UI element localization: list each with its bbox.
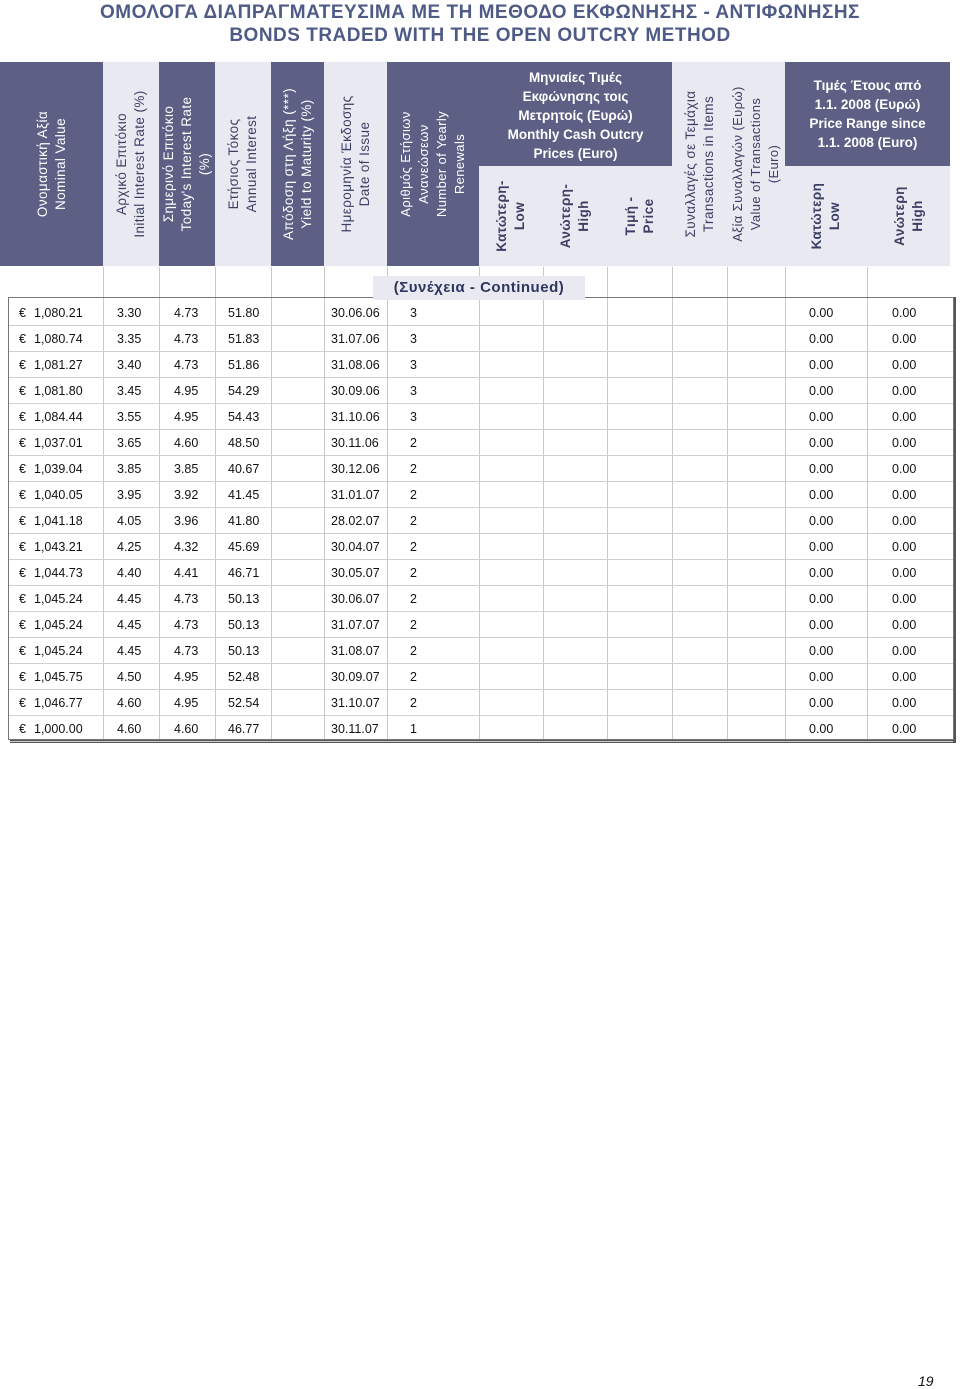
renewals-cell: 2 bbox=[410, 436, 417, 450]
nominal-value-cell: 1,000.00 bbox=[34, 722, 83, 736]
todays-rate-cell: 4.73 bbox=[174, 332, 199, 346]
currency-symbol: € bbox=[19, 566, 26, 580]
table-row bbox=[9, 508, 953, 534]
annual-interest-cell: 46.71 bbox=[228, 566, 260, 580]
nominal-value-cell: 1,037.01 bbox=[34, 436, 83, 450]
header-transactions: Συναλλαγές σε Τεμάχια Transactions in Items bbox=[672, 62, 727, 266]
issue-date-cell: 31.08.06 bbox=[331, 358, 380, 372]
issue-date-cell: 31.07.06 bbox=[331, 332, 380, 346]
initial-rate-cell: 3.35 bbox=[117, 332, 142, 346]
initial-rate-cell: 4.45 bbox=[117, 644, 142, 658]
year-low-cell: 0.00 bbox=[809, 358, 834, 372]
table-row bbox=[9, 560, 953, 586]
renewals-cell: 2 bbox=[410, 644, 417, 658]
issue-date-cell: 31.10.06 bbox=[331, 410, 380, 424]
initial-rate-cell: 4.40 bbox=[117, 566, 142, 580]
year-high-cell: 0.00 bbox=[892, 332, 917, 346]
year-high-cell: 0.00 bbox=[892, 306, 917, 320]
initial-rate-cell: 4.45 bbox=[117, 592, 142, 606]
year-high-cell: 0.00 bbox=[892, 514, 917, 528]
header-yield-to-maturity: Απόδοση στη Λήξη (***) Yield to Maturity (%) bbox=[271, 62, 324, 266]
todays-rate-cell: 4.73 bbox=[174, 644, 199, 658]
todays-rate-cell: 4.60 bbox=[174, 722, 199, 736]
year-low-cell: 0.00 bbox=[809, 410, 834, 424]
renewals-cell: 2 bbox=[410, 670, 417, 684]
annual-interest-cell: 41.80 bbox=[228, 514, 260, 528]
initial-rate-cell: 4.05 bbox=[117, 514, 142, 528]
table-shadow bbox=[954, 297, 956, 743]
year-high-cell: 0.00 bbox=[892, 410, 917, 424]
initial-rate-cell: 4.60 bbox=[117, 696, 142, 710]
renewals-cell: 2 bbox=[410, 488, 417, 502]
header-year-range-group: Τιμές Έτους από 1.1. 2008 (Ευρώ) Price Range since 1.1. 2008 (Euro) bbox=[785, 62, 950, 166]
nominal-value-cell: 1,081.27 bbox=[34, 358, 83, 372]
nominal-value-cell: 1,043.21 bbox=[34, 540, 83, 554]
issue-date-cell: 31.08.07 bbox=[331, 644, 380, 658]
year-high-cell: 0.00 bbox=[892, 618, 917, 632]
renewals-cell: 2 bbox=[410, 696, 417, 710]
renewals-cell: 2 bbox=[410, 566, 417, 580]
currency-symbol: € bbox=[19, 540, 26, 554]
header-monthly-low: Κατώτερη- Low bbox=[479, 166, 543, 266]
todays-rate-cell: 4.73 bbox=[174, 306, 199, 320]
table-row bbox=[9, 664, 953, 690]
continued-label: (Συνέχεια - Continued) bbox=[373, 276, 585, 300]
table-row bbox=[9, 300, 953, 326]
issue-date-cell: 31.07.07 bbox=[331, 618, 380, 632]
todays-rate-cell: 4.73 bbox=[174, 358, 199, 372]
year-low-cell: 0.00 bbox=[809, 644, 834, 658]
header-transaction-value: Αξία Συναλλαγών (Ευρώ) Value of Transactions (Euro) bbox=[727, 62, 785, 266]
header-yearly-renewals: Αριθμός Ετήσιων Ανανεώσεων Number of Yearly Renewals bbox=[387, 62, 479, 266]
issue-date-cell: 30.04.07 bbox=[331, 540, 380, 554]
header-price: Τιμή - Price bbox=[607, 166, 672, 266]
initial-rate-cell: 3.45 bbox=[117, 384, 142, 398]
nominal-value-cell: 1,081.80 bbox=[34, 384, 83, 398]
nominal-value-cell: 1,039.04 bbox=[34, 462, 83, 476]
renewals-cell: 3 bbox=[410, 410, 417, 424]
year-low-cell: 0.00 bbox=[809, 462, 834, 476]
header-todays-rate: Σημερινό Επιτόκιο Today's Interest Rate (%) bbox=[159, 62, 215, 266]
table-row bbox=[9, 638, 953, 664]
nominal-value-cell: 1,045.24 bbox=[34, 618, 83, 632]
year-high-cell: 0.00 bbox=[892, 488, 917, 502]
currency-symbol: € bbox=[19, 696, 26, 710]
table-row bbox=[9, 352, 953, 378]
year-high-cell: 0.00 bbox=[892, 644, 917, 658]
todays-rate-cell: 4.60 bbox=[174, 436, 199, 450]
year-low-cell: 0.00 bbox=[809, 540, 834, 554]
annual-interest-cell: 51.83 bbox=[228, 332, 260, 346]
year-high-cell: 0.00 bbox=[892, 462, 917, 476]
nominal-value-cell: 1,046.77 bbox=[34, 696, 83, 710]
nominal-value-cell: 1,084.44 bbox=[34, 410, 83, 424]
year-low-cell: 0.00 bbox=[809, 670, 834, 684]
todays-rate-cell: 4.73 bbox=[174, 618, 199, 632]
renewals-cell: 2 bbox=[410, 592, 417, 606]
annual-interest-cell: 54.43 bbox=[228, 410, 260, 424]
year-low-cell: 0.00 bbox=[809, 384, 834, 398]
currency-symbol: € bbox=[19, 436, 26, 450]
issue-date-cell: 30.06.06 bbox=[331, 306, 380, 320]
annual-interest-cell: 50.13 bbox=[228, 592, 260, 606]
todays-rate-cell: 4.32 bbox=[174, 540, 199, 554]
currency-symbol: € bbox=[19, 410, 26, 424]
year-high-cell: 0.00 bbox=[892, 384, 917, 398]
issue-date-cell: 31.10.07 bbox=[331, 696, 380, 710]
year-low-cell: 0.00 bbox=[809, 722, 834, 736]
todays-rate-cell: 3.96 bbox=[174, 514, 199, 528]
annual-interest-cell: 51.80 bbox=[228, 306, 260, 320]
table-row bbox=[9, 430, 953, 456]
todays-rate-cell: 4.41 bbox=[174, 566, 199, 580]
nominal-value-cell: 1,041.18 bbox=[34, 514, 83, 528]
table-row bbox=[9, 404, 953, 430]
table-row bbox=[9, 456, 953, 482]
initial-rate-cell: 3.30 bbox=[117, 306, 142, 320]
issue-date-cell: 30.06.07 bbox=[331, 592, 380, 606]
renewals-cell: 3 bbox=[410, 332, 417, 346]
todays-rate-cell: 3.85 bbox=[174, 462, 199, 476]
todays-rate-cell: 4.95 bbox=[174, 384, 199, 398]
currency-symbol: € bbox=[19, 306, 26, 320]
issue-date-cell: 30.09.06 bbox=[331, 384, 380, 398]
renewals-cell: 1 bbox=[410, 722, 417, 736]
renewals-cell: 2 bbox=[410, 514, 417, 528]
todays-rate-cell: 3.92 bbox=[174, 488, 199, 502]
year-low-cell: 0.00 bbox=[809, 566, 834, 580]
table-row bbox=[9, 586, 953, 612]
nominal-value-cell: 1,040.05 bbox=[34, 488, 83, 502]
header-date-of-issue: Ημερομηνία Έκδοσης Date of Issue bbox=[324, 62, 387, 266]
nominal-value-cell: 1,080.74 bbox=[34, 332, 83, 346]
nominal-value-cell: 1,045.24 bbox=[34, 592, 83, 606]
annual-interest-cell: 40.67 bbox=[228, 462, 260, 476]
header-year-low: Κατώτερη Low bbox=[785, 166, 867, 266]
annual-interest-cell: 50.13 bbox=[228, 644, 260, 658]
table-row bbox=[9, 534, 953, 560]
year-low-cell: 0.00 bbox=[809, 332, 834, 346]
todays-rate-cell: 4.95 bbox=[174, 670, 199, 684]
currency-symbol: € bbox=[19, 618, 26, 632]
page-title-greek: ΟΜΟΛΟΓΑ ΔΙΑΠΡΑΓΜΑΤΕΥΣΙΜΑ ΜΕ ΤΗ ΜΕΘΟΔΟ ΕΚΦΩΝΗΣΗΣ - ΑΝΤΙΦΩΝΗΣΗΣ bbox=[100, 2, 860, 23]
annual-interest-cell: 48.50 bbox=[228, 436, 260, 450]
header-year-high: Ανώτερη High bbox=[867, 166, 950, 266]
currency-symbol: € bbox=[19, 462, 26, 476]
renewals-cell: 2 bbox=[410, 462, 417, 476]
todays-rate-cell: 4.95 bbox=[174, 696, 199, 710]
header-annual-interest: Ετήσιος Τόκος Annual Interest bbox=[215, 62, 271, 266]
year-low-cell: 0.00 bbox=[809, 488, 834, 502]
year-low-cell: 0.00 bbox=[809, 436, 834, 450]
issue-date-cell: 30.12.06 bbox=[331, 462, 380, 476]
annual-interest-cell: 51.86 bbox=[228, 358, 260, 372]
renewals-cell: 3 bbox=[410, 358, 417, 372]
issue-date-cell: 28.02.07 bbox=[331, 514, 380, 528]
year-low-cell: 0.00 bbox=[809, 514, 834, 528]
issue-date-cell: 30.05.07 bbox=[331, 566, 380, 580]
initial-rate-cell: 3.40 bbox=[117, 358, 142, 372]
table-row bbox=[9, 690, 953, 716]
year-high-cell: 0.00 bbox=[892, 566, 917, 580]
todays-rate-cell: 4.73 bbox=[174, 592, 199, 606]
year-high-cell: 0.00 bbox=[892, 540, 917, 554]
nominal-value-cell: 1,044.73 bbox=[34, 566, 83, 580]
year-high-cell: 0.00 bbox=[892, 696, 917, 710]
page-number: 19 bbox=[918, 1373, 934, 1389]
currency-symbol: € bbox=[19, 514, 26, 528]
annual-interest-cell: 52.54 bbox=[228, 696, 260, 710]
header-nominal-value: Ονομαστική Αξία Nominal Value bbox=[0, 62, 103, 266]
initial-rate-cell: 4.45 bbox=[117, 618, 142, 632]
renewals-cell: 2 bbox=[410, 540, 417, 554]
annual-interest-cell: 52.48 bbox=[228, 670, 260, 684]
year-high-cell: 0.00 bbox=[892, 358, 917, 372]
issue-date-cell: 30.11.06 bbox=[331, 436, 379, 450]
initial-rate-cell: 3.55 bbox=[117, 410, 142, 424]
header-monthly-high: Ανώτερη- High bbox=[543, 166, 607, 266]
currency-symbol: € bbox=[19, 644, 26, 658]
currency-symbol: € bbox=[19, 670, 26, 684]
initial-rate-cell: 3.65 bbox=[117, 436, 142, 450]
year-high-cell: 0.00 bbox=[892, 592, 917, 606]
renewals-cell: 2 bbox=[410, 618, 417, 632]
currency-symbol: € bbox=[19, 358, 26, 372]
row-divider bbox=[9, 741, 953, 742]
issue-date-cell: 30.11.07 bbox=[331, 722, 379, 736]
header-initial-rate: Αρχικό Επιτόκιο Initial Interest Rate (%) bbox=[103, 62, 159, 266]
year-low-cell: 0.00 bbox=[809, 696, 834, 710]
year-high-cell: 0.00 bbox=[892, 722, 917, 736]
table-row bbox=[9, 716, 953, 742]
year-low-cell: 0.00 bbox=[809, 592, 834, 606]
annual-interest-cell: 54.29 bbox=[228, 384, 260, 398]
year-high-cell: 0.00 bbox=[892, 436, 917, 450]
initial-rate-cell: 4.60 bbox=[117, 722, 142, 736]
nominal-value-cell: 1,045.24 bbox=[34, 644, 83, 658]
table-row bbox=[9, 612, 953, 638]
initial-rate-cell: 4.50 bbox=[117, 670, 142, 684]
year-low-cell: 0.00 bbox=[809, 306, 834, 320]
initial-rate-cell: 4.25 bbox=[117, 540, 142, 554]
todays-rate-cell: 4.95 bbox=[174, 410, 199, 424]
currency-symbol: € bbox=[19, 592, 26, 606]
year-high-cell: 0.00 bbox=[892, 670, 917, 684]
currency-symbol: € bbox=[19, 488, 26, 502]
initial-rate-cell: 3.85 bbox=[117, 462, 142, 476]
header-monthly-group: Μηνιαίες Τιμές Εκφώνησης τοις Μετρητοίς (Ευρώ) Monthly Cash Outcry Prices (Euro) bbox=[479, 62, 672, 166]
annual-interest-cell: 45.69 bbox=[228, 540, 260, 554]
page-title-english: BONDS TRADED WITH THE OPEN OUTCRY METHOD bbox=[229, 25, 731, 46]
renewals-cell: 3 bbox=[410, 306, 417, 320]
currency-symbol: € bbox=[19, 722, 26, 736]
table-row bbox=[9, 482, 953, 508]
nominal-value-cell: 1,080.21 bbox=[34, 306, 83, 320]
currency-symbol: € bbox=[19, 332, 26, 346]
table-row bbox=[9, 326, 953, 352]
table-row bbox=[9, 378, 953, 404]
initial-rate-cell: 3.95 bbox=[117, 488, 142, 502]
nominal-value-cell: 1,045.75 bbox=[34, 670, 83, 684]
renewals-cell: 3 bbox=[410, 384, 417, 398]
issue-date-cell: 30.09.07 bbox=[331, 670, 380, 684]
issue-date-cell: 31.01.07 bbox=[331, 488, 380, 502]
annual-interest-cell: 46.77 bbox=[228, 722, 260, 736]
year-low-cell: 0.00 bbox=[809, 618, 834, 632]
currency-symbol: € bbox=[19, 384, 26, 398]
annual-interest-cell: 41.45 bbox=[228, 488, 260, 502]
annual-interest-cell: 50.13 bbox=[228, 618, 260, 632]
